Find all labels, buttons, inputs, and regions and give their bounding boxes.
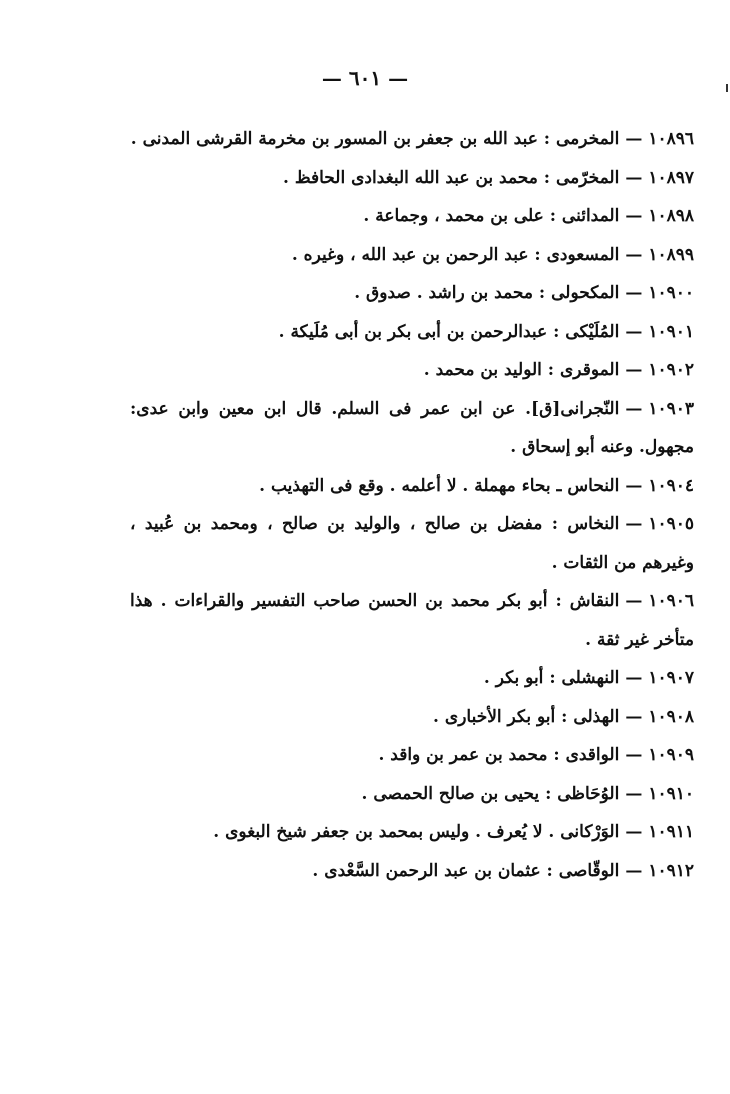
entry-dash: — — [625, 321, 643, 342]
page-number: — ٦٠١ — — [321, 66, 409, 90]
entry-dash: — — [625, 167, 643, 188]
entry-10912 — [130, 852, 694, 891]
entry-number: ١٠٨٩٨ — [648, 206, 694, 226]
entry-10902 — [130, 351, 694, 390]
entry-text: المسعودى : عبد الرحمن بن عبد الله ، وغيره . — [291, 244, 620, 265]
entry-dash: — — [625, 398, 643, 419]
entry-text: الوُحَاظى : يحيى بن صالح الحمصى . — [361, 783, 620, 804]
entry-text: النّجرانى[ق]. عن ابن عمر فى السلم. قال ابن معين وابن عدى: مجهول. وعنه أبو إسحاق . — [130, 398, 694, 457]
entry-text: المُلَيْكى : عبدالرحمن بن أبى بكر بن أبى مُلَيكة . — [278, 321, 620, 342]
entry-10905 — [130, 505, 694, 582]
entry-text: الوقّاصى : عثمان بن عبد الرحمن السَّعْدى . — [312, 860, 620, 881]
entry-text: الوَرْكانى . لا يُعرف . وليس بمحمد بن جعفر شيخ البغوى . — [213, 822, 620, 842]
entry-number: ١٠٩١٠ — [648, 783, 694, 804]
entry-dash: — — [625, 706, 643, 727]
entries-list — [130, 120, 694, 890]
entry-dash: — — [625, 283, 643, 303]
entry-number: ١٠٩١١ — [648, 822, 694, 842]
entry-10906 — [130, 582, 694, 659]
entry-dash: — — [625, 668, 643, 688]
entry-dash: — — [625, 860, 643, 881]
entry-text: الواقدى : محمد بن عمر بن واقد . — [378, 745, 620, 765]
entry-text: النحاس ـ بحاء مهملة . لا أعلمه . وقع فى التهذيب . — [259, 475, 620, 496]
entry-dash: — — [625, 475, 643, 496]
entry-text: النخاس : مفضل بن صالح ، والوليد بن صالح ، ومحمد بن عُبيد ، وغيرهم من الثقات . — [130, 514, 694, 573]
margin-mark — [726, 84, 728, 92]
entry-dash: — — [625, 745, 643, 765]
entry-number: ١٠٩٠١ — [648, 321, 694, 342]
entry-number: ١٠٩٠٣ — [648, 398, 694, 419]
entry-dash: — — [625, 129, 643, 149]
entry-text: المخرمى : عبد الله بن جعفر بن المسور بن مخرمة القرشى المدنى . — [130, 129, 620, 149]
entry-10911 — [130, 813, 694, 852]
entry-10910 — [130, 775, 694, 814]
entry-number: ١٠٩٠٧ — [648, 668, 694, 688]
entry-number: ١٠٩١٢ — [648, 860, 694, 881]
entry-text: المدائنى : على بن محمد ، وجماعة . — [363, 206, 620, 226]
entry-text: النهشلى : أبو بكر . — [483, 668, 620, 688]
entry-10904 — [130, 467, 694, 506]
entry-number: ١٠٩٠٨ — [648, 706, 694, 727]
entry-10899 — [130, 236, 694, 275]
entry-number: ١٠٩٠٠ — [648, 283, 694, 303]
entry-10896 — [130, 120, 694, 159]
entry-dash: — — [625, 822, 643, 842]
entry-dash: — — [625, 206, 643, 226]
entry-10900 — [130, 274, 694, 313]
entry-10897 — [130, 159, 694, 198]
entry-text: المكحولى : محمد بن راشد . صدوق . — [354, 283, 620, 303]
entry-dash: — — [625, 514, 643, 534]
entry-number: ١٠٩٠٥ — [648, 514, 694, 534]
entry-dash: — — [625, 360, 643, 380]
entry-10908 — [130, 698, 694, 737]
entry-number: ١٠٩٠٢ — [648, 360, 694, 380]
entry-number: ١٠٨٩٦ — [648, 129, 694, 149]
entry-number: ١٠٨٩٧ — [648, 167, 694, 188]
entry-10903 — [130, 390, 694, 467]
entry-text: الهذلى : أبو بكر الأخبارى . — [433, 706, 620, 727]
entry-dash: — — [625, 783, 643, 804]
entry-number: ١٠٩٠٩ — [648, 745, 694, 765]
entry-10898 — [130, 197, 694, 236]
entry-dash: — — [625, 244, 643, 265]
entry-number: ١٠٨٩٩ — [648, 244, 694, 265]
entry-text: المخرّمى : محمد بن عبد الله البغدادى الحافظ . — [283, 167, 620, 188]
entry-number: ١٠٩٠٦ — [648, 591, 694, 611]
entry-10909 — [130, 736, 694, 775]
entry-10907 — [130, 659, 694, 698]
entry-10901 — [130, 313, 694, 352]
entry-text: النقاش : أبو بكر محمد بن الحسن صاحب التفسير والقراءات . هذا متأخر غير ثقة . — [130, 591, 694, 650]
entry-text: الموقرى : الوليد بن محمد . — [423, 360, 620, 380]
entry-number: ١٠٩٠٤ — [648, 475, 694, 496]
entry-dash: — — [625, 591, 643, 611]
